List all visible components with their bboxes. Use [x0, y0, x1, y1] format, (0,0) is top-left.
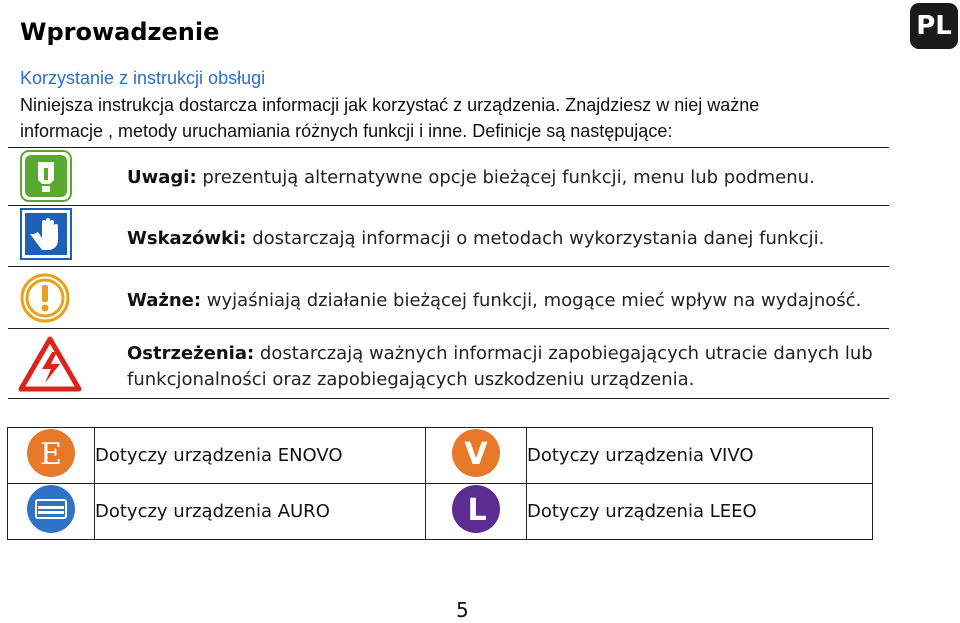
divider [8, 328, 889, 329]
device-label: Dotyczy urządzenia ENOVO [95, 428, 426, 484]
page-number: 5 [456, 598, 469, 622]
enovo-e-icon [26, 437, 76, 482]
intro-paragraph [20, 92, 880, 144]
definition-important [127, 288, 861, 314]
svg-text:E: E [40, 437, 62, 472]
definition-term: Uwagi: [127, 167, 197, 188]
high-voltage-icon [18, 336, 82, 397]
definition-text: dostarczają informacji o metodach wykorzystania danej funkcji. [246, 228, 825, 249]
intro-line: informacje , metody uruchamiania różnych funkcji i inne. Definicje są następujące: [20, 121, 673, 141]
divider [8, 205, 889, 206]
definition-warnings [127, 341, 873, 393]
device-icon-cell [426, 428, 527, 484]
leeo-l-icon [451, 493, 501, 538]
page-title: Wprowadzenie [20, 18, 220, 46]
definition-text: dostarczają ważnych informacji zapobiegających utracie danych lub [254, 343, 873, 364]
definition-tips [127, 226, 824, 252]
divider [8, 266, 889, 267]
definition-term: Ostrzeżenia: [127, 343, 255, 364]
device-label: Dotyczy urządzenia AURO [95, 484, 426, 540]
intro-line: Niniejsza instrukcja dostarcza informacji jak korzystać z urządzenia. Znajdziesz w niej ważne [20, 95, 760, 115]
divider [8, 398, 889, 399]
bulb-icon [20, 150, 72, 207]
svg-text:L: L [467, 493, 487, 528]
definition-text: wyjaśniają działanie bieżącej funkcji, mogące mieć wpływ na wydajność. [201, 290, 862, 311]
auro-menu-icon [26, 521, 76, 538]
definition-term: Ważne: [127, 290, 202, 311]
table-row [8, 484, 873, 540]
exclamation-icon [20, 273, 70, 328]
section-subtitle: Korzystanie z instrukcji obsługi [20, 68, 266, 88]
vivo-v-icon [451, 437, 501, 482]
definition-notes [127, 165, 815, 191]
language-badge: PL [910, 3, 958, 49]
device-label: Dotyczy urządzenia LEEO [527, 484, 873, 540]
device-icon-cell [426, 484, 527, 540]
device-legend-table [7, 427, 873, 540]
table-row [8, 428, 873, 484]
definition-text-continued: funkcjonalności oraz zapobiegających uszkodzeniu urządzenia. [127, 369, 695, 390]
definition-text: prezentują alternatywne opcje bieżącej funkcji, menu lub podmenu. [196, 167, 815, 188]
device-label: Dotyczy urządzenia VIVO [527, 428, 873, 484]
hand-icon [20, 208, 72, 265]
device-icon-cell [8, 428, 95, 484]
svg-text:V: V [464, 437, 488, 472]
divider [8, 147, 889, 148]
definition-term: Wskazówki: [127, 228, 247, 249]
device-icon-cell [8, 484, 95, 540]
